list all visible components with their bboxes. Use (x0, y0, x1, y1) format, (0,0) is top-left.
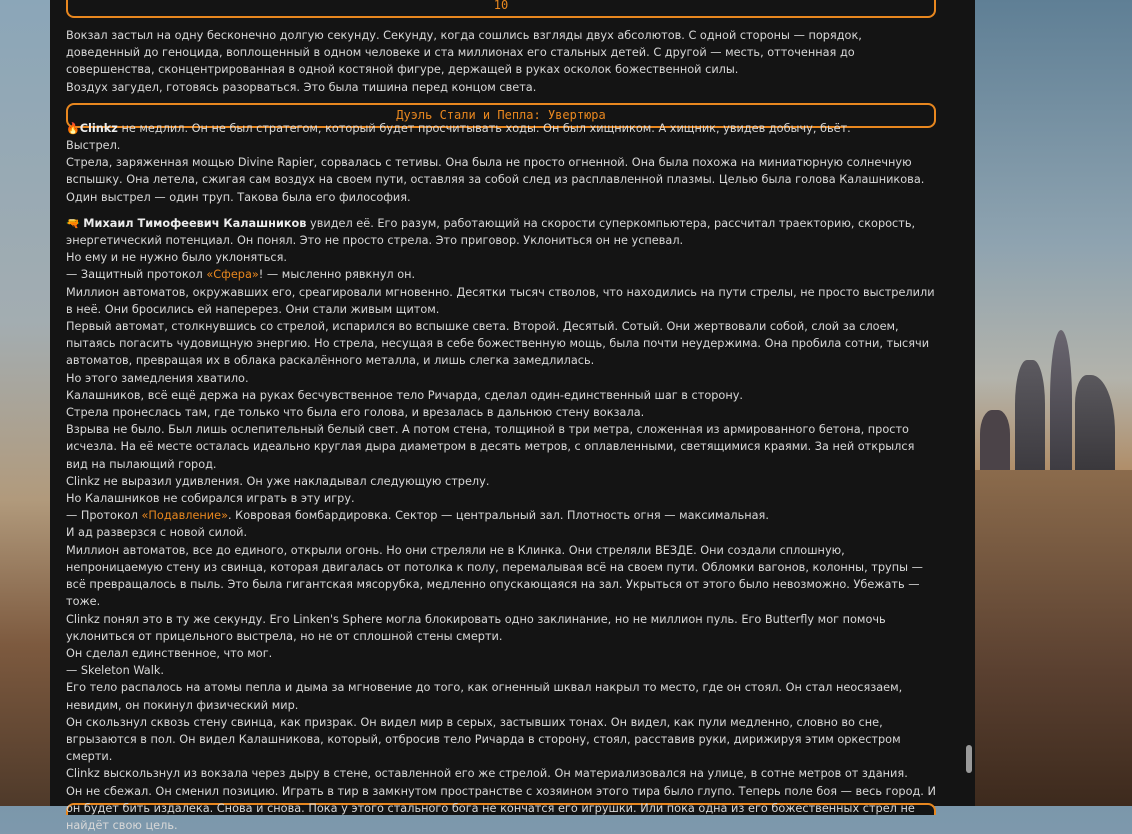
scrollbar-thumb[interactable] (966, 745, 972, 773)
paragraph: Он скользнул сквозь стену свинца, как призрак. Он видел мир в серых, застывших тонах. Он видел, как пули медленно, словно во сне, вгрызаются в пол. Он видел Калашникова, который, отбросив тело Ричарда в сторону, стоял, расставив руки, дирижируя этим оркестром смерти. (66, 715, 901, 764)
background-wallpaper-right (975, 0, 1132, 806)
paragraph: Но Калашников не собирался играть в эту игру. (66, 492, 355, 506)
paragraph: Он сделал единственное, что мог. (66, 646, 273, 660)
chapter-number-header: 10 (66, 0, 936, 18)
section-title-header: Дуэль Стали и Пепла: Увертюра (66, 103, 936, 128)
fire-icon: 🔥 (66, 121, 80, 135)
paragraph: Миллион автоматов, все до единого, открыли огонь. Но они стреляли не в Клинка. Они стреляли ВЕЗДЕ. Они создали сплошную, непроницаемую стену из свинца, которая двигалась от потолка к полу, перемалывая всё на своем пути. Обломки вагонов, колонны, трупы — всё превращалось в пыль. Это была гигантская мясорубка, медленно опускающаяся на зал. Укрыться от этого было невозможно. Убежать — тоже. (66, 543, 923, 609)
protocol-name: «Сфера» (206, 268, 259, 282)
paragraph: Вокзал застыл на одну бесконечно долгую секунду. Секунду, когда сошлись взгляды двух абсолютов. С одной стороны — порядок, доведенный до геноцида, воплощенный в одном человеке и ста миллионах его стальных детей. С другой — месть, отточенная до совершенства, сконцентрированная в одной костяной фигуре, держащей в руках осколок божественной силы. (66, 29, 862, 77)
paragraph: 🔫 Михаил Тимофеевич Калашников увидел её. Его разум, работающий на скорости суперкомпьютера, рассчитал траекторию, скорость, энергетический потенциал. Он понял. Это не просто стрела. Это приговор. Уклониться он не успевал. (66, 216, 916, 248)
paragraph: Clinkz понял это в ту же секунду. Его Linken's Sphere могла блокировать одно заклинание, но не миллион пуль. Его Butterfly мог помочь уклониться от прицельного выстрела, но не от сплошной стены смерти. (66, 612, 886, 643)
character-name: Михаил Тимофеевич Калашников (83, 216, 307, 230)
paragraph: Стрела, заряженная мощью Divine Rapier, сорвалась с тетивы. Она была не просто огненной. Она была похожа на миниатюрную солнечную вспышку. Она летела, сжигая сам воздух на своем пути, оставляя за собой след из расплавленной плазмы. Целью была голова Калашникова. Один выстрел — один труп. Такова была его философия. (66, 156, 925, 204)
paragraph: Его тело распалось на атомы пепла и дыма за мгновение до того, как огненный шквал накрыл то место, где он стоял. Он стал неосязаем, невидим, он покинул физический мир. (66, 681, 903, 712)
paragraph: — Протокол «Подавление». Ковровая бомбардировка. Сектор — центральный зал. Плотность огня — максимальная. (66, 509, 769, 523)
rock-spire (1075, 375, 1115, 470)
paragraph: Clinkz не выразил удивления. Он уже накладывал следующую стрелу. (66, 474, 490, 488)
paragraph: Стрела пронеслась там, где только что была его голова, и врезалась в дальнюю стену вокзала. (66, 406, 645, 420)
rock-spire (1050, 330, 1072, 470)
paragraph: Калашников, всё ещё держа на руках бесчувственное тело Ричарда, сделал один-единственный шаг в сторону. (66, 388, 743, 402)
rock-spire (1015, 360, 1045, 470)
paragraph: Но этого замедления хватило. (66, 371, 249, 385)
scrollbar-track[interactable] (962, 0, 974, 806)
paragraph: Он не сбежал. Он сменил позицию. Играть в тир в замкнутом пространстве с хозяином этого тира было глупо. Теперь поле боя — весь город. И он будет бить издалека. Снова и снова. Пока у этого стального бога не кончатся его игрушки. Или пока одна из его божественных стрел не найдёт свою цель. (66, 784, 936, 832)
paragraph: Выстрел. (66, 139, 121, 153)
paragraph: Взрыва не было. Был лишь ослепительный белый свет. А потом стена, толщиной в три метра, сложенная из армированного бетона, просто исчезла. На её месте осталась идеально круглая дыра диаметром в десять метров, с оплавленными, светящимися краями. За ней открылся вид на пылающий город. (66, 423, 915, 471)
paragraph: Воздух загудел, готовясь разорваться. Это была тишина перед концом света. (66, 80, 537, 94)
character-name: Clinkz (79, 121, 118, 135)
paragraph: 🔥Clinkz не медлил. Он не был стратегом, который будет просчитывать ходы. Он был хищником. А хищник, увидев добычу, бьёт. (66, 121, 851, 135)
paragraph: Но ему и не нужно было уклоняться. (66, 251, 288, 265)
paragraph: — Skeleton Walk. (66, 664, 164, 678)
paragraph: Миллион автоматов, окружавших его, среагировали мгновенно. Десятки тысяч стволов, что находились на пути стрелы, не просто выстрелили в неё. Они бросились ей наперерез. Они стали живым щитом. (66, 285, 935, 316)
paragraph: Первый автомат, столкнувшись со стрелой, испарился во вспышке света. Второй. Десятый. Сотый. Они жертвовали собой, слой за слоем, пытаясь погасить чудовищную энергию. Но стрела, несущая в себе божественную мощь, была почти неудержима. Она пробила сотни, тысячи автоматов, превращая их в облака раскалённого металла, и лишь слегка замедлилась. (66, 320, 930, 368)
rock-spire (980, 410, 1010, 470)
paragraph: — Защитный протокол «Сфера»! — мысленно рявкнул он. (66, 268, 416, 282)
background-wallpaper-left (0, 0, 50, 806)
story-text (66, 27, 936, 834)
protocol-name: «Подавление» (141, 509, 228, 523)
paragraph: И ад разверзся с новой силой. (66, 526, 248, 540)
paragraph: Clinkz выскользнул из вокзала через дыру в стене, оставленной его же стрелой. Он материализовался на улице, в сотне метров от здания. (66, 767, 908, 781)
gun-icon: 🔫 (66, 216, 80, 230)
desert-ground (975, 470, 1132, 806)
